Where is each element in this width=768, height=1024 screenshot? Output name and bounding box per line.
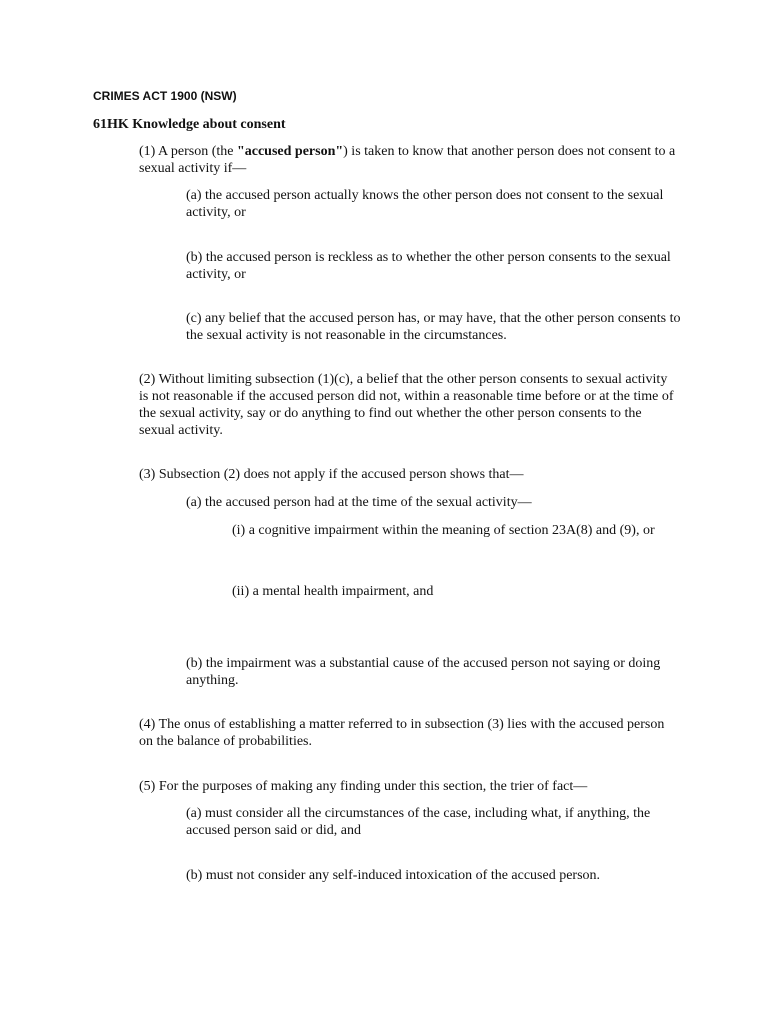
subsection-3: (3) Subsection (2) does not apply if the accused person shows that— — [139, 467, 524, 482]
subsection-3-subparagraph-i: (i) a cognitive impairment within the meaning of section 23A(8) and (9), or — [232, 523, 655, 538]
subsection-1-paragraph-b: (b) the accused person is reckless as to whether the other person consents to the sexual activity, or — [186, 250, 671, 282]
section-heading: 61HK Knowledge about consent — [93, 117, 286, 132]
subsection-5: (5) For the purposes of making any finding under this section, the trier of fact— — [139, 779, 588, 794]
subsection-5-paragraph-a: (a) must consider all the circumstances of the case, including what, if anything, the accused person said or did, and — [186, 806, 651, 838]
subsection-1-paragraph-c: (c) any belief that the accused person has, or may have, that the other person consents to the sexual activity is not reasonable in the circumstances. — [186, 311, 681, 343]
subsection-1 — [139, 143, 679, 177]
subsection-1-lead-before: (1) A person (the — [139, 144, 237, 159]
subsection-1-paragraph-a: (a) the accused person actually knows the other person does not consent to the sexual activity, or — [186, 188, 664, 220]
act-title: CRIMES ACT 1900 (NSW) — [93, 89, 237, 103]
subsection-1-lead-after: ) is taken to know that another person does not consent to a sexual activity if— — [139, 144, 676, 176]
subsection-3-subparagraph-ii: (ii) a mental health impairment, and — [232, 584, 434, 599]
subsection-5-paragraph-b: (b) must not consider any self-induced intoxication of the accused person. — [186, 868, 601, 883]
subsection-3-paragraph-a: (a) the accused person had at the time of the sexual activity— — [186, 495, 532, 510]
subsection-4: (4) The onus of establishing a matter referred to in subsection (3) lies with the accused person on the balance of probabilities. — [139, 717, 665, 749]
subsection-2: (2) Without limiting subsection (1)(c), a belief that the other person consents to sexual activity is not reasonable if the accused person did not, within a reasonable time before or at the time of the sexual activity, say or do anything to find out whether the other person consents to the sexual activity. — [139, 372, 674, 438]
defined-term: "accused person" — [236, 144, 344, 159]
subsection-3-paragraph-b: (b) the impairment was a substantial cause of the accused person not saying or doing anything. — [186, 656, 661, 688]
